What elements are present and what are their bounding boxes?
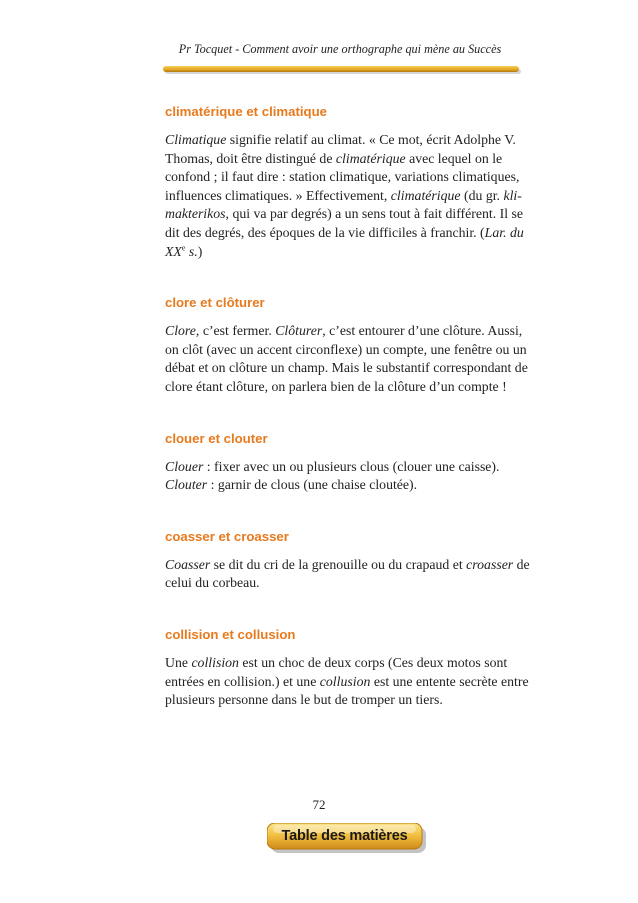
entry-definition: Clore, c’est fermer. Clôturer, c’est entourer d’une clôture. Aussi, on clôt (avec un accent circonflexe) un compte, une fenêtre ou un débat et on clôture un champ. Mais le substantif correspondant de clore étant clôture, on parlera bien de la clôture d’un compte ! bbox=[165, 323, 528, 394]
entry-definition: Une collision est un choc de deux corps (Ces deux motos sont entrées en collision.) et une collusion est une entente secrète entre plusieurs personne dans le but de tromper un tiers. bbox=[165, 654, 529, 708]
page-header: Pr Tocquet - Comment avoir une orthographe qui mène au Succès bbox=[178, 42, 502, 56]
entry-term: climatérique et climatique bbox=[165, 104, 327, 119]
page-number: 72 bbox=[312, 797, 326, 812]
entry-definition: Clouer : fixer avec un ou plusieurs clous (clouer une caisse). Clouter : garnir de clous (une chaise cloutée). bbox=[165, 458, 500, 493]
header-rule-bar bbox=[163, 65, 523, 75]
entry-clore bbox=[165, 294, 537, 396]
entry-term: clouer et clouter bbox=[165, 430, 268, 446]
entry-climaterique bbox=[165, 103, 537, 261]
entry-term: collision et collusion bbox=[165, 626, 296, 642]
toc-button-label: Table des matières bbox=[281, 828, 408, 844]
entry-definition: Coasser se dit du cri de la grenouille ou du crapaud et croasser de celui du corbeau. bbox=[165, 556, 530, 591]
entry-collision bbox=[165, 626, 537, 710]
entries-list bbox=[165, 103, 537, 743]
entry-coasser bbox=[165, 528, 537, 593]
entry-clouer bbox=[165, 430, 537, 495]
entry-term: coasser et croasser bbox=[165, 528, 289, 544]
entry-definition: Climatique signifie relatif au climat. « Ce mot, écrit Adolphe V. Thomas, doit être distingué de climatérique avec lequel on le confond ; il faut dire : station climatique, variations climatiques, influences climatiques. » Effectivement, climatérique (du gr. kli-makterikos, qui va par degrés) a un sens tout à fait différent. Il se dit des degrés, des époques de la vie difficiles à franchir. (Lar. du XXe s.) bbox=[165, 132, 524, 259]
entry-term: clore et clôturer bbox=[165, 295, 265, 311]
table-of-contents-button[interactable] bbox=[267, 823, 427, 853]
